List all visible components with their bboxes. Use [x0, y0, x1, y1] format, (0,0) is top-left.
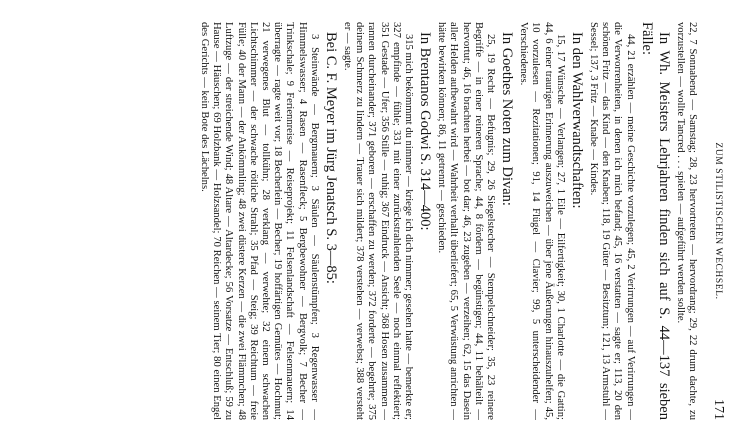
- section-heading: In Brentanos Godwi S. 314—400:: [416, 32, 433, 231]
- section-heading: Bei C. F. Meyer im Jürg Jenatsch S. 3—85:: [322, 32, 339, 284]
- section-heading: In Wh. Meisters Lehrjahren finden sich auf S. 44—137 sieben Fälle:: [638, 22, 672, 420]
- paragraph: 3 Steinwände — Bergmauern; 3 Säulen — Säulenstümpfen; 3 Regenwasser — Himmelswasser; 4 Rasen — Rasenfleck; 5 Bergbewohner — Bergvolk; 7 Becher — Trinkschale; 9 Feriennreise — Reiseprojekt; 11 Felsenlandschaft — Felsenmauern; 14 überragte — ragte weit vor; 18 Becherlein — Becher; 19 hoffärtigen Gemütes — Hochmut; 21 verwegenes Blut — tollkühn; 28 verklang — verwehte; 32 einem schwachen Lichtschimmer — der schwache rötliche Strahl; 35 Pfad — Steig; 39 Reichtum — freie Fülle; 40 der Mann — der Ankömmling; 48 zwei düstere Kerzen — die zwei Flämmchen; 48 Luftzuge — der streichende Wind; 48 Altare — Altardecke; 56 Vorsatze — Entschluß; 59 zu Hause — Häuschen; 69 Holzbank — Holzsandel; 70 Reichen — seinem Tier; 80 einen Engel des Gerichts — kein Bote des Lächelns.: [198, 22, 320, 420]
- page-body: [198, 22, 698, 420]
- paragraph: 315 mich bekömmmt du nimmer — kriege ich dich nimmer; gesehen hatte — bemerkte er; 327 empfinde — fühle; 331 mit einer zurückstrahlenden Seele — noch einmal reflektiert; 351 Gestade — Ufer; 356 Stille — ruhig; 367 Eindruck — Ansicht; 368 Hosen zusammen — rannen durcheinander; 371 geboren — erschaffen zu werden; 372 forderte — begehrte; 375 deinem Schmerz zu lindern — Trauer sich mildert; 378 verstehen — verwebst; 388 versteht er — sagte.: [341, 22, 414, 420]
- paragraph: 25, 19 Recht — Befugnis; 29, 26 Siegelstecher — Stempelschneider; 35, 23 reinere Begriffe — in einer reineren Sprache; 44, 8 fördern — begünstigen; 44, 11 behälteilt — hervortut; 46, 16 brachten herbei — bot dar; 46, 23 zugeben — verzeihen; 62, 15 das Dasein aller Helden aufbewahrt wird — Wahrheit verhallt überliefert; 65, 5 Verwüstung anrichten — hätte bewirken können; 86, 11 getrennt — geschieden.: [436, 22, 496, 420]
- running-head: ZUM STILISTISCHEN WECHSEL.: [713, 142, 723, 300]
- section-heading: In den Wahlverwandtschaften:: [568, 32, 585, 209]
- paragraph: 22, 7 Sonnabend — Samstag; 28, 23 hervortreten — hervordrang; 29, 22 drum dachte, zu vorzustellen — wollte Tancred . . . spielen — aufgeführt werden sollte.: [674, 22, 698, 420]
- paragraph: 15, 17 Wünsche — Verlangen; 27, 1 Eile — Eilfertigkeit; 30, 1 Charlotte — die Gattin; 44, 6 einer traurigen Erinnerung auszuweichen — über jene Äußerungen hinauszuhelfen; 45, 10 vorzulesen — Rezitationen; 91, 14 Flügel — Clavier; 99, 5 unterscheidender — Verschiedenes.: [518, 22, 566, 420]
- page-header: [704, 22, 726, 420]
- paragraph: 44, 21 erzählen — meine Geschichte vorzulegen; 45, 2 Verirrungen — auf Verirrungen — die Verworrenheiten, in denen ich mich befand; 45, 16 verstatten — sagte er; 113, 20 den schönen Fritz — das Kind — den Knaben; 118, 19 Güter — Besitztum; 121, 13 Armstuhl — Sessel; 137, 3 Fritz — Knabe — Kindes.: [587, 22, 636, 420]
- page-number: 171: [711, 399, 726, 420]
- section-heading: In Goethes Noten zum Divan:: [498, 32, 515, 206]
